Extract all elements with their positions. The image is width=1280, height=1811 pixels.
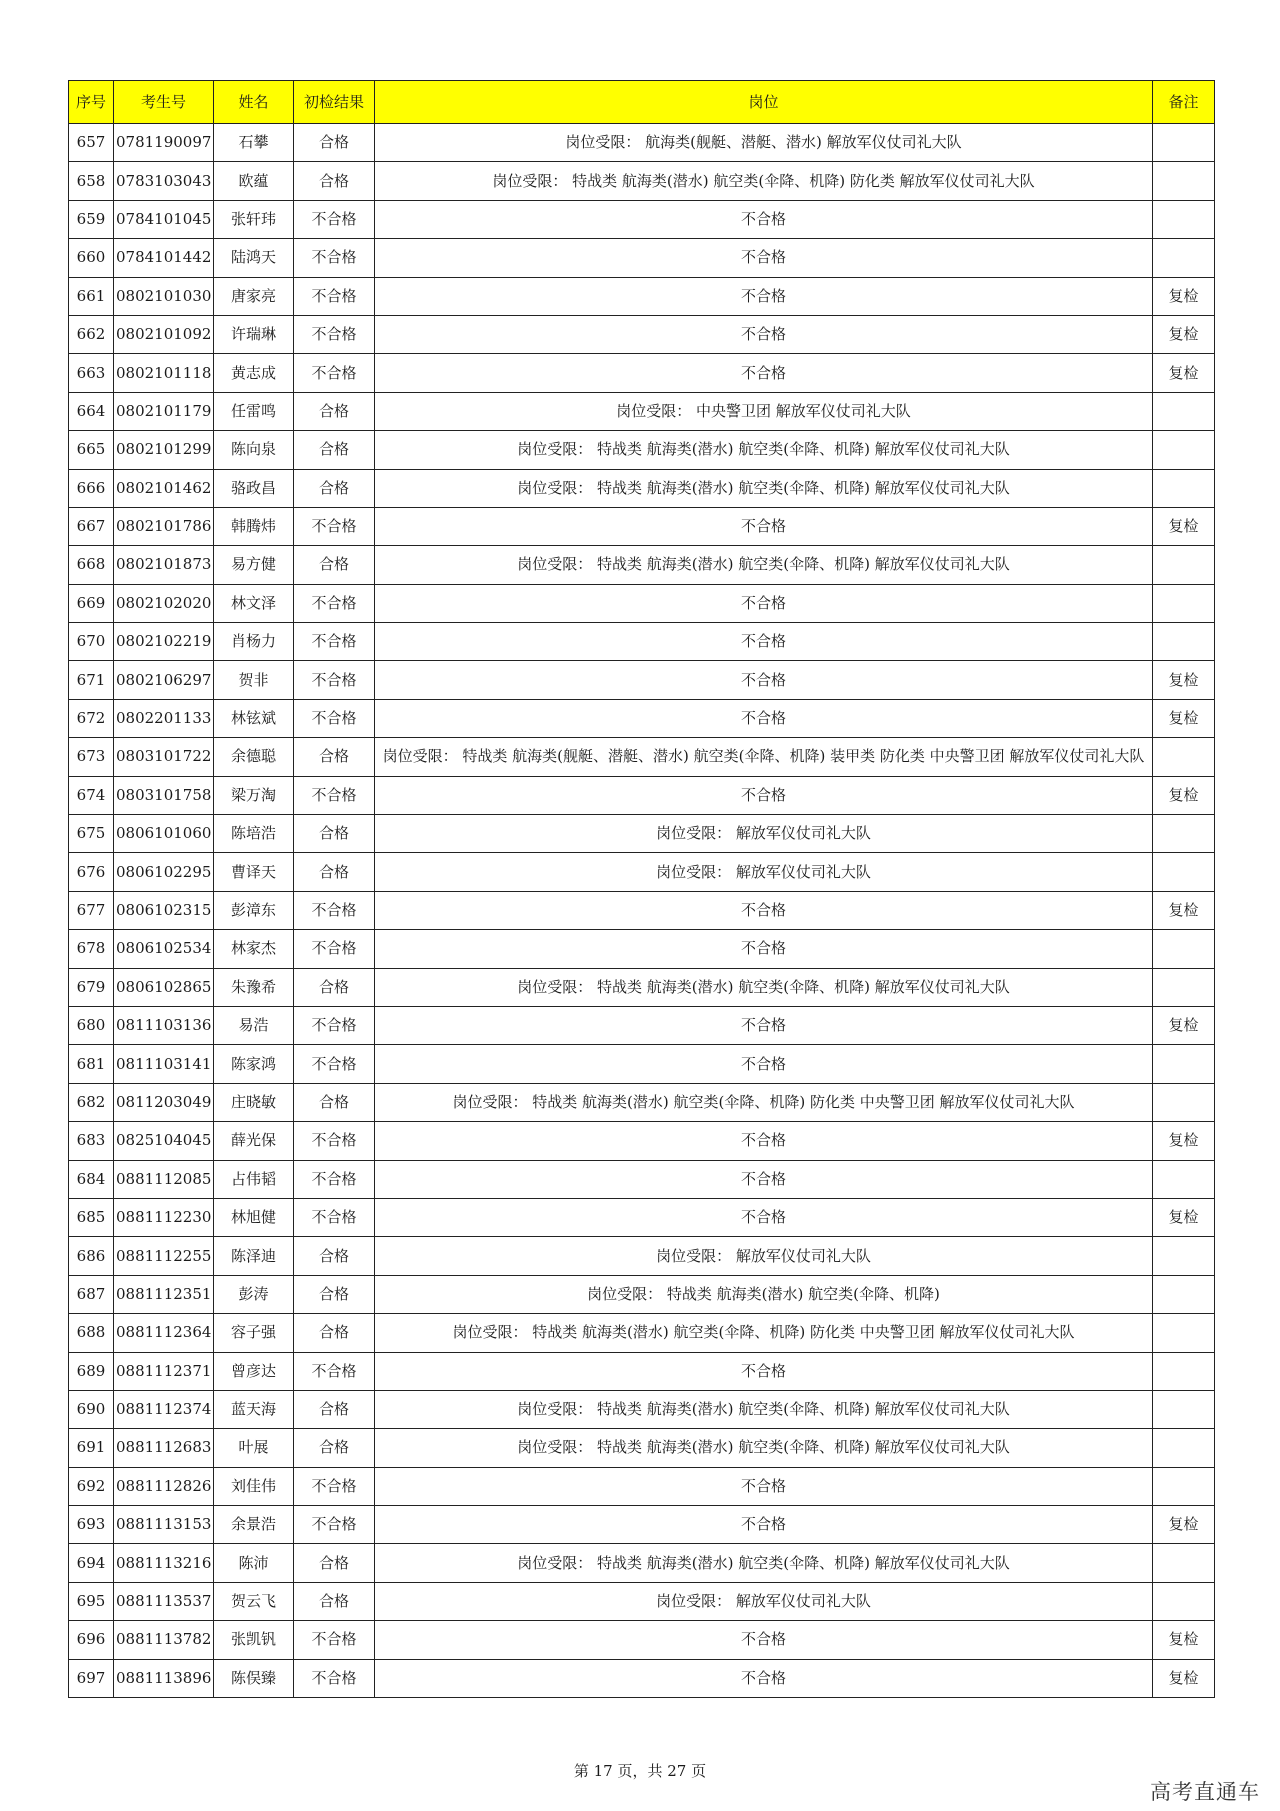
cell-post: 不合格 — [375, 277, 1153, 315]
cell-result: 合格 — [294, 469, 375, 507]
cell-name: 陈培浩 — [214, 815, 294, 853]
cell-post: 不合格 — [375, 1506, 1153, 1544]
cell-result: 不合格 — [294, 699, 375, 737]
cell-name: 林家杰 — [214, 930, 294, 968]
cell-note — [1153, 162, 1215, 200]
cell-name: 叶展 — [214, 1429, 294, 1467]
cell-note — [1153, 1083, 1215, 1121]
header-row — [69, 81, 1215, 124]
cell-post: 岗位受限： 特战类 航海类(潜水) 航空类(伞降、机降) 防化类 解放军仪仗司礼大队 — [375, 162, 1153, 200]
cell-seq: 684 — [69, 1160, 114, 1198]
table-row — [69, 968, 1215, 1006]
cell-name: 林文泽 — [214, 584, 294, 622]
cell-seq: 681 — [69, 1045, 114, 1083]
cell-name: 易方健 — [214, 546, 294, 584]
cell-note — [1153, 1160, 1215, 1198]
cell-exam-id: 0806102865 — [114, 968, 214, 1006]
cell-post: 岗位受限： 特战类 航海类(潜水) 航空类(伞降、机降) 解放军仪仗司礼大队 — [375, 1544, 1153, 1582]
cell-post: 岗位受限： 解放军仪仗司礼大队 — [375, 853, 1153, 891]
header-note: 备注 — [1153, 81, 1215, 124]
cell-post: 岗位受限： 中央警卫团 解放军仪仗司礼大队 — [375, 392, 1153, 430]
cell-post: 岗位受限： 特战类 航海类(潜水) 航空类(伞降、机降) 解放军仪仗司礼大队 — [375, 546, 1153, 584]
cell-exam-id: 0806102315 — [114, 891, 214, 929]
table-row — [69, 354, 1215, 392]
cell-seq: 668 — [69, 546, 114, 584]
cell-seq: 697 — [69, 1659, 114, 1697]
cell-result: 合格 — [294, 815, 375, 853]
cell-note — [1153, 1237, 1215, 1275]
cell-exam-id: 0802101786 — [114, 507, 214, 545]
cell-name: 张轩玮 — [214, 200, 294, 238]
cell-post: 不合格 — [375, 1045, 1153, 1083]
cell-note — [1153, 239, 1215, 277]
cell-result: 不合格 — [294, 507, 375, 545]
cell-post: 岗位受限： 解放军仪仗司礼大队 — [375, 815, 1153, 853]
table-row — [69, 853, 1215, 891]
cell-seq: 677 — [69, 891, 114, 929]
cell-exam-id: 0811103141 — [114, 1045, 214, 1083]
cell-result: 不合格 — [294, 891, 375, 929]
cell-result: 合格 — [294, 853, 375, 891]
cell-exam-id: 0802101299 — [114, 431, 214, 469]
cell-exam-id: 0881112371 — [114, 1352, 214, 1390]
header-exam-id: 考生号 — [114, 81, 214, 124]
cell-post: 不合格 — [375, 623, 1153, 661]
table-row — [69, 1467, 1215, 1505]
cell-seq: 659 — [69, 200, 114, 238]
table-row — [69, 930, 1215, 968]
cell-result: 合格 — [294, 124, 375, 162]
cell-note — [1153, 200, 1215, 238]
table-row — [69, 1314, 1215, 1352]
cell-note: 复检 — [1153, 354, 1215, 392]
cell-note: 复检 — [1153, 1506, 1215, 1544]
cell-result: 不合格 — [294, 200, 375, 238]
table-row — [69, 162, 1215, 200]
cell-result: 不合格 — [294, 1506, 375, 1544]
table-row — [69, 1160, 1215, 1198]
cell-seq: 661 — [69, 277, 114, 315]
cell-result: 不合格 — [294, 277, 375, 315]
table-row — [69, 1122, 1215, 1160]
table-row — [69, 584, 1215, 622]
cell-seq: 672 — [69, 699, 114, 737]
cell-post: 岗位受限： 解放军仪仗司礼大队 — [375, 1582, 1153, 1620]
cell-note: 复检 — [1153, 1621, 1215, 1659]
cell-result: 合格 — [294, 968, 375, 1006]
cell-result: 不合格 — [294, 1621, 375, 1659]
cell-seq: 679 — [69, 968, 114, 1006]
cell-note — [1153, 546, 1215, 584]
cell-seq: 674 — [69, 776, 114, 814]
cell-result: 合格 — [294, 1083, 375, 1121]
table-row — [69, 1237, 1215, 1275]
cell-seq: 676 — [69, 853, 114, 891]
table-row — [69, 661, 1215, 699]
cell-post: 不合格 — [375, 1160, 1153, 1198]
cell-post: 岗位受限： 特战类 航海类(潜水) 航空类(伞降、机降) 解放军仪仗司礼大队 — [375, 469, 1153, 507]
exam-results-table — [68, 80, 1215, 1698]
cell-exam-id: 0881113216 — [114, 1544, 214, 1582]
cell-exam-id: 0811203049 — [114, 1083, 214, 1121]
cell-post: 不合格 — [375, 1198, 1153, 1236]
cell-exam-id: 0811103136 — [114, 1006, 214, 1044]
table-row — [69, 1275, 1215, 1313]
cell-seq: 657 — [69, 124, 114, 162]
cell-exam-id: 0802102020 — [114, 584, 214, 622]
cell-post: 不合格 — [375, 891, 1153, 929]
cell-post: 不合格 — [375, 1352, 1153, 1390]
cell-note — [1153, 1352, 1215, 1390]
header-seq: 序号 — [69, 81, 114, 124]
cell-post: 不合格 — [375, 776, 1153, 814]
cell-seq: 666 — [69, 469, 114, 507]
cell-exam-id: 0802101092 — [114, 315, 214, 353]
cell-note: 复检 — [1153, 277, 1215, 315]
cell-seq: 683 — [69, 1122, 114, 1160]
cell-name: 占伟韬 — [214, 1160, 294, 1198]
cell-result: 不合格 — [294, 315, 375, 353]
cell-post: 不合格 — [375, 661, 1153, 699]
cell-exam-id: 0802101179 — [114, 392, 214, 430]
cell-result: 不合格 — [294, 239, 375, 277]
cell-note: 复检 — [1153, 699, 1215, 737]
cell-seq: 669 — [69, 584, 114, 622]
table-row — [69, 200, 1215, 238]
cell-exam-id: 0881113537 — [114, 1582, 214, 1620]
header-result: 初检结果 — [294, 81, 375, 124]
table-row — [69, 431, 1215, 469]
cell-note: 复检 — [1153, 1198, 1215, 1236]
cell-seq: 688 — [69, 1314, 114, 1352]
cell-seq: 663 — [69, 354, 114, 392]
cell-note — [1153, 1275, 1215, 1313]
table-row — [69, 1198, 1215, 1236]
cell-name: 彭漳东 — [214, 891, 294, 929]
cell-result: 合格 — [294, 162, 375, 200]
cell-name: 贺云飞 — [214, 1582, 294, 1620]
cell-post: 不合格 — [375, 315, 1153, 353]
cell-result: 不合格 — [294, 1006, 375, 1044]
cell-post: 岗位受限： 特战类 航海类(潜水) 航空类(伞降、机降) 解放军仪仗司礼大队 — [375, 431, 1153, 469]
cell-note — [1153, 1314, 1215, 1352]
cell-name: 庄晓敏 — [214, 1083, 294, 1121]
table-row — [69, 776, 1215, 814]
cell-note — [1153, 1582, 1215, 1620]
cell-note: 复检 — [1153, 1659, 1215, 1697]
cell-post: 岗位受限： 特战类 航海类(潜水) 航空类(伞降、机降) 解放军仪仗司礼大队 — [375, 1390, 1153, 1428]
table-row — [69, 699, 1215, 737]
cell-name: 梁万淘 — [214, 776, 294, 814]
cell-exam-id: 0881113896 — [114, 1659, 214, 1697]
cell-seq: 693 — [69, 1506, 114, 1544]
cell-name: 陈泽迪 — [214, 1237, 294, 1275]
cell-result: 不合格 — [294, 1160, 375, 1198]
page-number: 第 17 页，共 27 页 — [573, 1762, 707, 1780]
cell-seq: 692 — [69, 1467, 114, 1505]
cell-result: 不合格 — [294, 1198, 375, 1236]
table-row — [69, 507, 1215, 545]
cell-seq: 671 — [69, 661, 114, 699]
cell-exam-id: 0881113782 — [114, 1621, 214, 1659]
cell-name: 刘佳伟 — [214, 1467, 294, 1505]
table-row — [69, 1390, 1215, 1428]
header-name: 姓名 — [214, 81, 294, 124]
cell-seq: 673 — [69, 738, 114, 776]
cell-result: 合格 — [294, 546, 375, 584]
table-row — [69, 1582, 1215, 1620]
cell-name: 唐家亮 — [214, 277, 294, 315]
cell-note — [1153, 1544, 1215, 1582]
cell-post: 不合格 — [375, 507, 1153, 545]
cell-seq: 686 — [69, 1237, 114, 1275]
table-row — [69, 815, 1215, 853]
table-row — [69, 1429, 1215, 1467]
cell-post: 不合格 — [375, 1122, 1153, 1160]
cell-exam-id: 0784101442 — [114, 239, 214, 277]
cell-post: 岗位受限： 特战类 航海类(潜水) 航空类(伞降、机降) — [375, 1275, 1153, 1313]
cell-seq: 685 — [69, 1198, 114, 1236]
cell-seq: 689 — [69, 1352, 114, 1390]
cell-post: 不合格 — [375, 200, 1153, 238]
cell-seq: 664 — [69, 392, 114, 430]
cell-note — [1153, 392, 1215, 430]
cell-post: 岗位受限： 特战类 航海类(潜水) 航空类(伞降、机降) 防化类 中央警卫团 解放军仪仗司礼大队 — [375, 1314, 1153, 1352]
cell-post: 不合格 — [375, 930, 1153, 968]
table-row — [69, 1544, 1215, 1582]
cell-name: 曹译天 — [214, 853, 294, 891]
cell-post: 岗位受限： 解放军仪仗司礼大队 — [375, 1237, 1153, 1275]
cell-exam-id: 0881112255 — [114, 1237, 214, 1275]
cell-exam-id: 0802201133 — [114, 699, 214, 737]
cell-result: 合格 — [294, 1237, 375, 1275]
cell-result: 合格 — [294, 738, 375, 776]
cell-note — [1153, 584, 1215, 622]
cell-note — [1153, 1467, 1215, 1505]
table-row — [69, 1352, 1215, 1390]
cell-post: 岗位受限： 特战类 航海类(潜水) 航空类(伞降、机降) 解放军仪仗司礼大队 — [375, 1429, 1153, 1467]
cell-exam-id: 0806102534 — [114, 930, 214, 968]
cell-name: 易浩 — [214, 1006, 294, 1044]
table-row — [69, 469, 1215, 507]
cell-name: 余景浩 — [214, 1506, 294, 1544]
cell-name: 张凯钒 — [214, 1621, 294, 1659]
cell-note — [1153, 124, 1215, 162]
table-row — [69, 1083, 1215, 1121]
cell-exam-id: 0881112374 — [114, 1390, 214, 1428]
cell-seq: 694 — [69, 1544, 114, 1582]
cell-post: 不合格 — [375, 1621, 1153, 1659]
cell-exam-id: 0881112351 — [114, 1275, 214, 1313]
cell-seq: 680 — [69, 1006, 114, 1044]
cell-result: 合格 — [294, 1314, 375, 1352]
cell-result: 不合格 — [294, 930, 375, 968]
cell-exam-id: 0802101118 — [114, 354, 214, 392]
cell-result: 不合格 — [294, 1467, 375, 1505]
cell-exam-id: 0783103043 — [114, 162, 214, 200]
cell-exam-id: 0806102295 — [114, 853, 214, 891]
cell-result: 不合格 — [294, 776, 375, 814]
cell-note — [1153, 1390, 1215, 1428]
table-row — [69, 546, 1215, 584]
cell-seq: 667 — [69, 507, 114, 545]
cell-exam-id: 0881112683 — [114, 1429, 214, 1467]
cell-exam-id: 0881112364 — [114, 1314, 214, 1352]
table-row — [69, 277, 1215, 315]
cell-result: 不合格 — [294, 584, 375, 622]
cell-name: 许瑞琳 — [214, 315, 294, 353]
cell-name: 林铉斌 — [214, 699, 294, 737]
cell-name: 薛光保 — [214, 1122, 294, 1160]
cell-result: 不合格 — [294, 1352, 375, 1390]
cell-name: 彭涛 — [214, 1275, 294, 1313]
cell-name: 陈向泉 — [214, 431, 294, 469]
cell-seq: 665 — [69, 431, 114, 469]
cell-note: 复检 — [1153, 776, 1215, 814]
cell-result: 不合格 — [294, 661, 375, 699]
cell-post: 岗位受限： 特战类 航海类(潜水) 航空类(伞降、机降) 解放军仪仗司礼大队 — [375, 968, 1153, 1006]
cell-seq: 682 — [69, 1083, 114, 1121]
table-row — [69, 124, 1215, 162]
table-row — [69, 891, 1215, 929]
table-row — [69, 239, 1215, 277]
cell-exam-id: 0881112085 — [114, 1160, 214, 1198]
cell-note: 复检 — [1153, 507, 1215, 545]
cell-post: 不合格 — [375, 354, 1153, 392]
cell-result: 不合格 — [294, 1122, 375, 1160]
table-row — [69, 1006, 1215, 1044]
table-row — [69, 623, 1215, 661]
cell-note — [1153, 930, 1215, 968]
cell-note — [1153, 623, 1215, 661]
cell-name: 余德聪 — [214, 738, 294, 776]
cell-name: 黄志成 — [214, 354, 294, 392]
cell-name: 蓝天海 — [214, 1390, 294, 1428]
table-row — [69, 738, 1215, 776]
cell-result: 合格 — [294, 392, 375, 430]
cell-name: 陆鸿天 — [214, 239, 294, 277]
cell-post: 不合格 — [375, 699, 1153, 737]
cell-result: 不合格 — [294, 354, 375, 392]
cell-result: 合格 — [294, 431, 375, 469]
cell-result: 合格 — [294, 1390, 375, 1428]
header-post: 岗位 — [375, 81, 1153, 124]
table-header — [69, 81, 1215, 124]
cell-post: 不合格 — [375, 1467, 1153, 1505]
table-row — [69, 1506, 1215, 1544]
cell-note — [1153, 1045, 1215, 1083]
cell-seq: 695 — [69, 1582, 114, 1620]
cell-name: 朱豫希 — [214, 968, 294, 1006]
cell-note — [1153, 815, 1215, 853]
table-row — [69, 315, 1215, 353]
cell-seq: 690 — [69, 1390, 114, 1428]
cell-seq: 675 — [69, 815, 114, 853]
cell-name: 陈俣臻 — [214, 1659, 294, 1697]
cell-seq: 696 — [69, 1621, 114, 1659]
cell-note: 复检 — [1153, 1006, 1215, 1044]
table-body — [69, 124, 1215, 1698]
cell-name: 韩腾炜 — [214, 507, 294, 545]
cell-name: 容子强 — [214, 1314, 294, 1352]
cell-exam-id: 0806101060 — [114, 815, 214, 853]
table-row — [69, 392, 1215, 430]
cell-name: 贺非 — [214, 661, 294, 699]
cell-exam-id: 0802102219 — [114, 623, 214, 661]
cell-note: 复检 — [1153, 661, 1215, 699]
cell-note — [1153, 738, 1215, 776]
cell-result: 不合格 — [294, 623, 375, 661]
cell-seq: 691 — [69, 1429, 114, 1467]
cell-post: 不合格 — [375, 1006, 1153, 1044]
cell-exam-id: 0781190097 — [114, 124, 214, 162]
cell-post: 不合格 — [375, 584, 1153, 622]
cell-note: 复检 — [1153, 315, 1215, 353]
cell-post: 不合格 — [375, 1659, 1153, 1697]
cell-name: 任雷鸣 — [214, 392, 294, 430]
cell-note — [1153, 469, 1215, 507]
watermark-logo-text: 高考直通车 — [1150, 1780, 1260, 1804]
cell-seq: 678 — [69, 930, 114, 968]
cell-seq: 670 — [69, 623, 114, 661]
cell-result: 合格 — [294, 1544, 375, 1582]
cell-result: 不合格 — [294, 1659, 375, 1697]
cell-seq: 658 — [69, 162, 114, 200]
cell-result: 合格 — [294, 1275, 375, 1313]
cell-name: 骆政昌 — [214, 469, 294, 507]
cell-result: 合格 — [294, 1429, 375, 1467]
table-row — [69, 1659, 1215, 1697]
cell-name: 石攀 — [214, 124, 294, 162]
cell-note — [1153, 431, 1215, 469]
cell-name: 肖杨力 — [214, 623, 294, 661]
table-row — [69, 1621, 1215, 1659]
cell-post: 岗位受限： 特战类 航海类(舰艇、潜艇、潜水) 航空类(伞降、机降) 装甲类 防化类 中央警卫团 解放军仪仗司礼大队 — [375, 738, 1153, 776]
cell-exam-id: 0802101030 — [114, 277, 214, 315]
cell-name: 曾彦达 — [214, 1352, 294, 1390]
cell-note — [1153, 968, 1215, 1006]
cell-note — [1153, 1429, 1215, 1467]
cell-exam-id: 0825104045 — [114, 1122, 214, 1160]
cell-name: 陈沛 — [214, 1544, 294, 1582]
cell-exam-id: 0784101045 — [114, 200, 214, 238]
cell-seq: 687 — [69, 1275, 114, 1313]
cell-post: 岗位受限： 特战类 航海类(潜水) 航空类(伞降、机降) 防化类 中央警卫团 解放军仪仗司礼大队 — [375, 1083, 1153, 1121]
cell-result: 不合格 — [294, 1045, 375, 1083]
cell-name: 陈家鸿 — [214, 1045, 294, 1083]
cell-result: 合格 — [294, 1582, 375, 1620]
cell-name: 欧蕴 — [214, 162, 294, 200]
cell-exam-id: 0802101462 — [114, 469, 214, 507]
cell-note: 复检 — [1153, 891, 1215, 929]
cell-exam-id: 0881112230 — [114, 1198, 214, 1236]
cell-note — [1153, 853, 1215, 891]
cell-exam-id: 0803101722 — [114, 738, 214, 776]
cell-exam-id: 0803101758 — [114, 776, 214, 814]
cell-note: 复检 — [1153, 1122, 1215, 1160]
cell-post: 不合格 — [375, 239, 1153, 277]
cell-seq: 662 — [69, 315, 114, 353]
table-row — [69, 1045, 1215, 1083]
cell-exam-id: 0802101873 — [114, 546, 214, 584]
cell-post: 岗位受限： 航海类(舰艇、潜艇、潜水) 解放军仪仗司礼大队 — [375, 124, 1153, 162]
cell-exam-id: 0881112826 — [114, 1467, 214, 1505]
cell-exam-id: 0881113153 — [114, 1506, 214, 1544]
cell-seq: 660 — [69, 239, 114, 277]
cell-exam-id: 0802106297 — [114, 661, 214, 699]
cell-name: 林旭健 — [214, 1198, 294, 1236]
